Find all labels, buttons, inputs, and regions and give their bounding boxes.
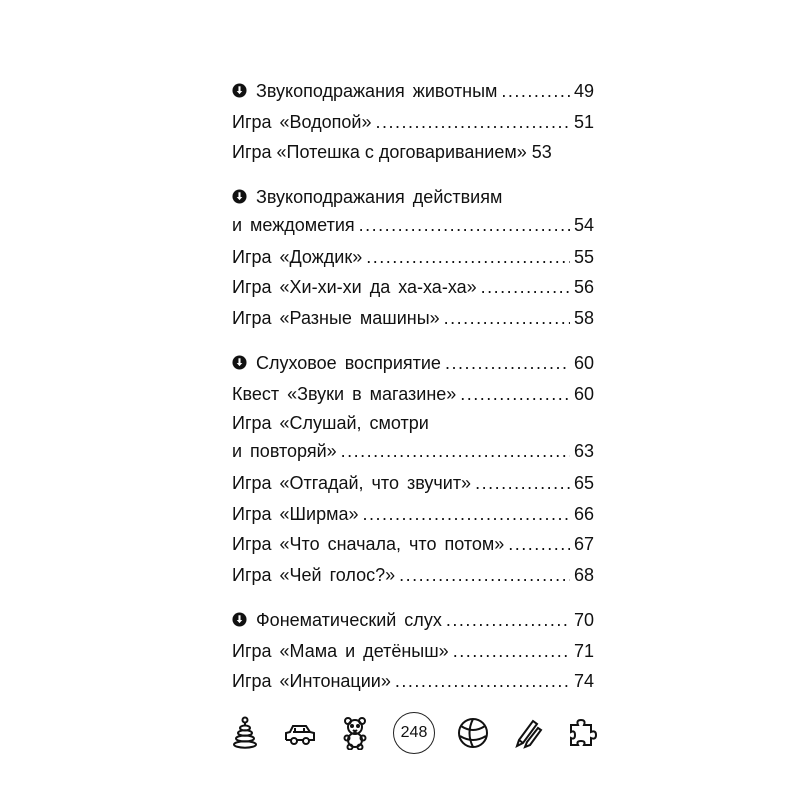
page-number: 60 xyxy=(573,353,594,373)
toc-item[interactable] xyxy=(232,666,594,697)
arrow-down-bullet-icon xyxy=(232,612,247,627)
leader-dots xyxy=(481,272,570,303)
page-number-badge: 248 xyxy=(393,712,435,754)
toc-item[interactable] xyxy=(232,560,594,591)
section-heading-text: и междометия xyxy=(232,214,355,235)
page-number: 58 xyxy=(573,307,594,328)
toc-item-title: Игра «Слушай, смотри xyxy=(232,413,429,433)
toc-item-title: Игра «Чей голос?» xyxy=(232,564,396,585)
toc-item-title: Игра «Мама и детёныш» xyxy=(232,640,449,661)
leader-dots xyxy=(444,303,570,334)
section-heading-text: Фонематический слух xyxy=(256,610,442,630)
page-number: 70 xyxy=(573,610,594,630)
toc-item-title: Игра «Интонации» xyxy=(232,671,391,691)
toc-section xyxy=(232,348,594,590)
section-heading-text: Звукоподражания животным xyxy=(256,81,498,101)
page-number: 60 xyxy=(573,383,594,404)
page-number: 71 xyxy=(573,640,594,661)
leader-dots xyxy=(501,76,570,107)
stacking-rings-icon xyxy=(228,716,262,750)
toc-item[interactable] xyxy=(232,303,594,334)
leader-dots xyxy=(445,348,570,379)
leader-dots xyxy=(446,605,570,636)
page-number: 56 xyxy=(573,277,594,297)
footer-icons xyxy=(228,710,600,756)
page-number: 66 xyxy=(573,503,594,524)
toc-item-title: Игра «Хи-хи-хи да ха-ха-ха» xyxy=(232,277,477,297)
section-heading-line[interactable] xyxy=(232,183,594,211)
toc-item[interactable] xyxy=(232,137,594,168)
toc-item-title: Игра «Водопой» xyxy=(232,111,372,132)
toc-item[interactable] xyxy=(232,636,594,667)
toc-item[interactable] xyxy=(232,468,594,499)
leader-dots xyxy=(395,666,570,697)
page-number: 68 xyxy=(573,564,594,585)
toc-section xyxy=(232,605,594,697)
toc-item[interactable] xyxy=(232,499,594,530)
leader-dots xyxy=(460,379,570,410)
arrow-down-bullet-icon xyxy=(232,83,247,98)
section-heading-row[interactable] xyxy=(232,211,594,239)
leader-dots xyxy=(376,107,570,138)
leader-dots xyxy=(341,437,570,465)
toc-item-title: Квест «Звуки в магазине» xyxy=(232,383,457,404)
page-number: 51 xyxy=(573,111,594,132)
toc-item[interactable] xyxy=(232,242,594,273)
section-heading-text: Слуховое восприятие xyxy=(256,353,441,373)
toc-item-title: Игра «Разные машины» xyxy=(232,307,440,328)
leader-dots xyxy=(475,468,570,499)
arrow-down-bullet-icon xyxy=(232,355,247,370)
ball-icon xyxy=(456,716,490,750)
pencils-icon xyxy=(511,716,545,750)
page-number: 49 xyxy=(573,81,594,101)
page-number: 54 xyxy=(573,214,594,235)
page-number: 53 xyxy=(531,142,552,162)
toc-item[interactable] xyxy=(232,437,594,465)
arrow-down-bullet-icon xyxy=(232,189,247,204)
section-heading-row[interactable] xyxy=(232,605,594,636)
toc-section xyxy=(232,76,594,168)
toc-item-line[interactable] xyxy=(232,409,594,437)
page-number: 63 xyxy=(573,441,594,461)
leader-dots xyxy=(399,560,570,591)
section-heading-text: Звукоподражания действиям xyxy=(256,186,503,207)
leader-dots xyxy=(359,211,570,239)
toc-item[interactable] xyxy=(232,529,594,560)
toc-item[interactable] xyxy=(232,107,594,138)
toc-item-title: Игра «Потешка с договариванием» xyxy=(232,142,527,162)
leader-dots xyxy=(366,242,570,273)
teddy-bear-icon xyxy=(338,716,372,750)
leader-dots xyxy=(508,529,570,560)
page-number: 67 xyxy=(573,534,594,554)
leader-dots xyxy=(363,499,570,530)
table-of-contents xyxy=(232,76,594,712)
toc-item-title: Игра «Отгадай, что звучит» xyxy=(232,473,472,493)
toc-item-title: Игра «Что сначала, что потом» xyxy=(232,534,505,554)
leader-dots xyxy=(453,636,570,667)
page-number: 65 xyxy=(573,473,594,493)
toc-item-title: Игра «Дождик» xyxy=(232,246,363,267)
section-heading-row[interactable] xyxy=(232,76,594,107)
toc-item[interactable] xyxy=(232,379,594,410)
section-heading-row[interactable] xyxy=(232,348,594,379)
page-number: 55 xyxy=(573,246,594,267)
puzzle-piece-icon xyxy=(566,716,600,750)
toc-item[interactable] xyxy=(232,272,594,303)
toy-car-icon xyxy=(283,716,317,750)
toc-item-title: Игра «Ширма» xyxy=(232,503,359,524)
toc-item-title: и повторяй» xyxy=(232,441,337,461)
toc-section xyxy=(232,183,594,334)
page-number: 74 xyxy=(573,671,594,691)
